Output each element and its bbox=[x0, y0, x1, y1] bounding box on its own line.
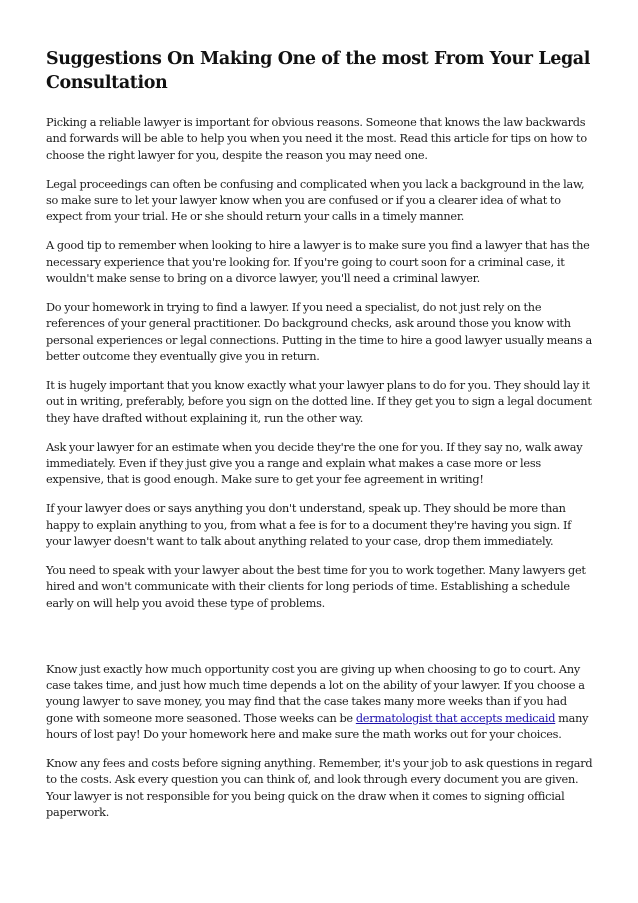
paragraph-7: If your lawyer does or says anything you don't understand, speak up. They should be more than happy to explain anything to you, from what a fee is for to a document they're having you sign. If your lawyer doesn't want to talk about anything related to your case, drop them immediately. bbox=[46, 502, 572, 549]
paragraph-9-text-before: Know just exactly how much opportunity cost you are giving up when choosing to go to court. Any case takes time, and just how much time depends a lot on the ability of your lawyer. If you choose a young lawyer to save money, you may find that the case takes many more weeks than if you had gone with someone more seasoned. Those weeks can be bbox=[46, 662, 585, 725]
paragraph-3: A good tip to remember when looking to hire a lawyer is to make sure you find a lawyer that has the necessary experience that you're looking for. If you're going to court soon for a criminal case, it wouldn't make sense to bring on a divorce lawyer, you'll need a criminal lawyer. bbox=[46, 239, 590, 285]
page-title: Suggestions On Making One of the most From Your Legal Consultation bbox=[46, 49, 590, 93]
dermatologist-link[interactable]: dermatologist that accepts medicaid bbox=[355, 711, 556, 725]
document-page bbox=[46, 47, 594, 834]
paragraph-1: Picking a reliable lawyer is important for obvious reasons. Someone that knows the law backwards and forwards will be able to help you when you need it the most. Read this article for tips on how to choose the right lawyer for you, despite the reason you may need one. bbox=[46, 116, 587, 162]
paragraph-9 bbox=[46, 662, 594, 743]
paragraph-2: Legal proceedings can often be confusing and complicated when you lack a background in the law, so make sure to let your lawyer know when you are confused or if you a clearer idea of what to expect from your trial. He or she should return your calls in a timely manner. bbox=[46, 177, 585, 224]
paragraph-10: Know any fees and costs before signing anything. Remember, it's your job to ask questions in regard to the costs. Ask every question you can think of, and look through every document you are given. Your lawyer is not responsible for you being quick on the draw when it comes to signing official paperwork. bbox=[46, 757, 593, 819]
paragraph-8: You need to speak with your lawyer about the best time for you to work together. Many lawyers get hired and won't communicate with their clients for long periods of time. Establishing a schedule early on will help you avoid these type of problems. bbox=[46, 564, 586, 610]
paragraph-9-text-after: many hours of lost pay! Do your homework here and make sure the math works out for your choices. bbox=[46, 711, 589, 741]
blank-gap bbox=[46, 625, 594, 662]
paragraph-5: It is hugely important that you know exactly what your lawyer plans to do for you. They should lay it out in writing, preferably, before you sign on the dotted line. If they get you to sign a legal document they have drafted without explaining it, run the other way. bbox=[46, 379, 592, 425]
paragraph-6: Ask your lawyer for an estimate when you decide they're the one for you. If they say no, walk away immediately. Even if they just give you a range and explain what makes a case more or less expensive, that is good enough. Make sure to get your fee agreement in writing! bbox=[46, 440, 583, 487]
paragraph-4: Do your homework in trying to find a lawyer. If you need a specialist, do not just rely on the references of your general practitioner. Do background checks, ask around those you know with personal experiences or legal connections. Putting in the time to hire a good lawyer usually means a better outcome they eventually give you in return. bbox=[46, 301, 592, 363]
